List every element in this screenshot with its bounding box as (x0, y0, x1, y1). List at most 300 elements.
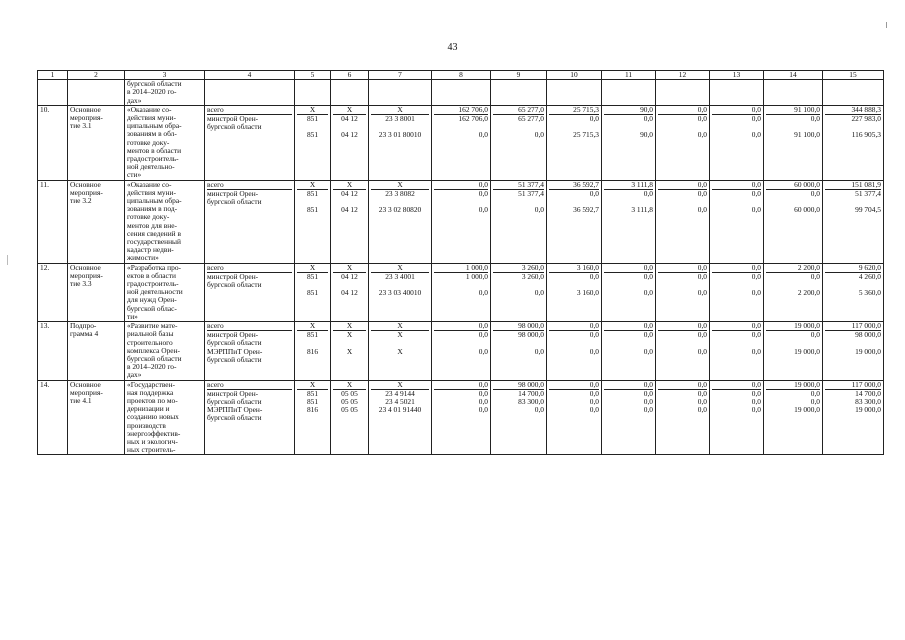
amount-cell-14 (764, 322, 823, 380)
value-text: 04 12 (341, 188, 358, 198)
amount-cell-15 (823, 322, 884, 380)
amount-cell-14 (764, 380, 823, 455)
value-text: 0,0 (534, 288, 544, 298)
table-row (38, 380, 884, 455)
target-article-cell (369, 380, 432, 455)
table-row (38, 80, 884, 106)
amount-cell-8 (432, 105, 491, 180)
value-text: 162 706,0 (458, 114, 488, 123)
value-text: 0,0 (549, 322, 599, 331)
value-text: 0,0 (534, 405, 544, 415)
scan-mark (886, 22, 887, 28)
value-text: 98 000,0 (518, 330, 544, 340)
value-text: 2 200,0 (797, 288, 820, 298)
value-text: 04 12 (341, 130, 358, 140)
value-text: 9 620,0 (825, 264, 881, 273)
value-text: 3 111,8 (604, 181, 653, 190)
row-number-cell (38, 80, 68, 106)
amount-cell-9 (491, 263, 547, 321)
amount-cell-11 (602, 80, 656, 106)
value-text: 0,0 (712, 181, 761, 190)
executor-text: минстрой Орен- бургской области (207, 188, 262, 207)
event-name-cell: «Государствен- ная поддержка проектов по мо- дернизации и созданию новых производств энергоэффектив- ных и экологич- ных строитель- (125, 380, 205, 455)
amount-cell-12 (656, 105, 710, 180)
amount-cell-11 (602, 263, 656, 321)
value-text: 19 000,0 (855, 405, 881, 415)
value-text: 23 3 8001 (385, 114, 415, 123)
value-text: X (333, 106, 366, 115)
value-text: X (371, 181, 429, 190)
value-text: 0,0 (589, 388, 599, 398)
amount-cell-13 (710, 80, 764, 106)
executor-cell (205, 180, 295, 263)
value-text: 23 3 02 80820 (378, 205, 422, 215)
amount-cell-10 (547, 105, 602, 180)
value-text: 0,0 (643, 396, 653, 406)
value-text: 0,0 (589, 271, 599, 281)
value-text: 851 (306, 388, 319, 398)
value-text: 98 000,0 (855, 330, 881, 340)
grbs-cell (295, 105, 331, 180)
grbs-cell (295, 263, 331, 321)
value-text: 0,0 (751, 130, 761, 140)
amount-cell-9 (491, 380, 547, 455)
value-text: 0,0 (589, 405, 599, 415)
executor-text: всего (207, 106, 292, 115)
amount-cell-8 (432, 322, 491, 380)
value-text: 0,0 (697, 396, 707, 406)
value-text: 0,0 (478, 405, 488, 415)
value-text: 60 000,0 (794, 205, 820, 215)
value-text: 1 000,0 (465, 271, 488, 281)
value-text: 2 200,0 (766, 264, 820, 273)
value-text: 0,0 (751, 205, 761, 215)
amount-cell-10 (547, 380, 602, 455)
value-text: 83 300,0 (855, 396, 881, 406)
grbs-cell (295, 180, 331, 263)
column-header: 3 (125, 71, 205, 80)
value-text: 0,0 (478, 130, 488, 140)
target-article-cell (369, 263, 432, 321)
grbs-cell (295, 322, 331, 380)
value-text: 51 377,4 (493, 181, 544, 190)
value-text: 0,0 (534, 130, 544, 140)
target-article-cell (369, 80, 432, 106)
value-text: 117 000,0 (825, 322, 881, 331)
column-header: 10 (547, 71, 602, 80)
value-text: 0,0 (712, 381, 761, 390)
executor-text: всего (207, 322, 292, 331)
executor-text: всего (207, 381, 292, 390)
value-text: 19 000,0 (794, 405, 820, 415)
value-text: X (333, 181, 366, 190)
value-text: 04 12 (341, 114, 358, 123)
value-text: 0,0 (712, 106, 761, 115)
value-text: 0,0 (810, 114, 820, 123)
value-text: X (371, 106, 429, 115)
value-text: 0,0 (643, 114, 653, 123)
value-text: 0,0 (604, 381, 653, 390)
value-text: X (371, 322, 429, 331)
amount-cell-14 (764, 180, 823, 263)
executor-text (207, 131, 292, 139)
value-text: 0,0 (697, 114, 707, 123)
value-text: 0,0 (643, 188, 653, 198)
executor-cell (205, 380, 295, 455)
value-text: X (333, 264, 366, 273)
value-text: 0,0 (534, 205, 544, 215)
amount-cell-8 (432, 80, 491, 106)
executor-cell (205, 105, 295, 180)
value-text: 4 260,0 (858, 271, 881, 281)
value-text: 60 000,0 (766, 181, 820, 190)
value-text: 0,0 (604, 322, 653, 331)
value-text: 0,0 (697, 288, 707, 298)
amount-cell-10 (547, 322, 602, 380)
value-text: 3 260,0 (521, 271, 544, 281)
value-text: X (297, 106, 328, 115)
executor-text: минстрой Орен- бургской области (207, 114, 262, 132)
value-text: 19 000,0 (855, 346, 881, 356)
value-text: 0,0 (478, 188, 488, 198)
value-text: 0,0 (751, 288, 761, 298)
table-row (38, 180, 884, 263)
value-text: 851 (306, 130, 319, 140)
event-type-cell (68, 80, 125, 106)
value-text: 151 081,9 (825, 181, 881, 190)
value-text: 0,0 (549, 381, 599, 390)
value-text: X (333, 322, 366, 331)
budget-table (37, 70, 884, 455)
value-text: 0,0 (643, 388, 653, 398)
amount-cell-9 (491, 80, 547, 106)
amount-cell-9 (491, 180, 547, 263)
section-cell (331, 180, 369, 263)
value-text: 05 05 (341, 388, 358, 398)
value-text: 0,0 (810, 188, 820, 198)
value-text: 0,0 (697, 188, 707, 198)
value-text: 51 377,4 (855, 188, 881, 198)
value-text: 0,0 (697, 271, 707, 281)
executor-cell (205, 80, 295, 106)
amount-cell-14 (764, 105, 823, 180)
header-row (38, 71, 884, 80)
value-text: 0,0 (434, 381, 488, 390)
amount-cell-11 (602, 180, 656, 263)
value-text: 0,0 (478, 330, 488, 340)
event-type-cell: Основное мероприя- тие 3.2 (68, 180, 125, 263)
executor-text: минстрой Орен- (207, 388, 259, 398)
value-text: 0,0 (697, 388, 707, 398)
column-header: 13 (710, 71, 764, 80)
amount-cell-11 (602, 322, 656, 380)
value-text: 98 000,0 (493, 381, 544, 390)
value-text: 0,0 (604, 264, 653, 273)
executor-text (207, 289, 292, 297)
value-text: X (397, 330, 403, 340)
value-text: 83 300,0 (518, 396, 544, 406)
value-text: 19 000,0 (794, 346, 820, 356)
value-text: 0,0 (810, 271, 820, 281)
value-text: 0,0 (589, 346, 599, 356)
column-header: 14 (764, 71, 823, 80)
value-text: 04 12 (341, 205, 358, 215)
value-text: 0,0 (478, 205, 488, 215)
value-text: 0,0 (534, 346, 544, 356)
value-text: 0,0 (478, 346, 488, 356)
event-type-cell: Основное мероприя- тие 3.1 (68, 105, 125, 180)
table-row (38, 105, 884, 180)
value-text: 0,0 (751, 330, 761, 340)
value-text: 0,0 (751, 271, 761, 281)
amount-cell-13 (710, 380, 764, 455)
column-header: 7 (369, 71, 432, 80)
value-text: X (297, 381, 328, 390)
amount-cell-12 (656, 180, 710, 263)
value-text: 0,0 (810, 330, 820, 340)
executor-text: МЭРППиТ Орен- бургской области (207, 346, 263, 364)
amount-cell-15 (823, 105, 884, 180)
section-cell (331, 380, 369, 455)
amount-cell-11 (602, 380, 656, 455)
section-cell (331, 80, 369, 106)
value-text: 0,0 (589, 330, 599, 340)
value-text: 98 000,0 (493, 322, 544, 331)
amount-cell-12 (656, 80, 710, 106)
amount-cell-9 (491, 105, 547, 180)
amount-cell-12 (656, 322, 710, 380)
value-text: 851 (306, 205, 319, 215)
amount-cell-13 (710, 180, 764, 263)
value-text: 0,0 (478, 288, 488, 298)
value-text: 851 (306, 330, 319, 340)
value-text: 51 377,4 (518, 188, 544, 198)
value-text: 36 592,7 (549, 181, 599, 190)
value-text: 0,0 (712, 322, 761, 331)
value-text: 1 000,0 (434, 264, 488, 273)
event-name-cell: «Оказание со- действия муни- ципальным обра- зованиям в под- готовке доку- ментов для вне- сения сведений в государственный кадастр недви- жимости» (125, 180, 205, 263)
value-text: 0,0 (751, 396, 761, 406)
value-text: 0,0 (697, 346, 707, 356)
value-text: 117 000,0 (825, 381, 881, 390)
value-text: 851 (306, 114, 319, 123)
target-article-cell (369, 322, 432, 380)
event-name-cell: «Оказание со- действия муни- ципальным обра- зованиям в обл- готовке доку- ментов в области градостроитель- ной деятельно- сти» (125, 105, 205, 180)
value-text: 14 700,0 (518, 388, 544, 398)
amount-cell-10 (547, 180, 602, 263)
value-text: 19 000,0 (766, 322, 820, 331)
value-text: 04 12 (341, 288, 358, 298)
value-text: 23 4 9144 (385, 388, 415, 398)
value-text: X (346, 346, 353, 356)
value-text: 65 277,0 (493, 106, 544, 115)
value-text: 851 (306, 288, 319, 298)
value-text: 3 260,0 (493, 264, 544, 273)
amount-cell-12 (656, 263, 710, 321)
grbs-cell (295, 380, 331, 455)
event-type-cell: Основное мероприя- тие 4.1 (68, 380, 125, 455)
executor-text: всего (207, 181, 292, 190)
amount-cell-8 (432, 263, 491, 321)
value-text: 0,0 (643, 330, 653, 340)
value-text: 99 704,5 (855, 205, 881, 215)
amount-cell-15 (823, 263, 884, 321)
value-text: 0,0 (589, 396, 599, 406)
event-name-cell: бургской области в 2014–2020 го- дах» (125, 80, 205, 106)
amount-cell-14 (764, 80, 823, 106)
row-number-cell: 11. (38, 180, 68, 263)
value-text: 0,0 (712, 264, 761, 273)
value-text: 23 3 4001 (385, 271, 415, 281)
amount-cell-12 (656, 380, 710, 455)
value-text: X (297, 264, 328, 273)
column-header: 2 (68, 71, 125, 80)
value-text: 116 905,3 (851, 130, 881, 140)
table-row (38, 263, 884, 321)
column-header: 5 (295, 71, 331, 80)
value-text: 23 4 5021 (385, 396, 415, 406)
value-text: 19 000,0 (766, 381, 820, 390)
value-text: 0,0 (810, 388, 820, 398)
value-text: X (346, 330, 353, 340)
column-header: 9 (491, 71, 547, 80)
executor-text: МЭРППиТ Орен- бургской области (207, 405, 263, 423)
value-text: 91 100,0 (794, 130, 820, 140)
section-cell (331, 105, 369, 180)
row-number-cell: 10. (38, 105, 68, 180)
column-header: 8 (432, 71, 491, 80)
value-text: 816 (306, 405, 319, 415)
value-text: 851 (306, 271, 319, 281)
row-number-cell: 12. (38, 263, 68, 321)
amount-cell-15 (823, 80, 884, 106)
value-text: 23 4 01 91440 (378, 405, 422, 415)
value-text: 25 715,3 (573, 130, 599, 140)
value-text: X (371, 381, 429, 390)
value-text: 0,0 (643, 288, 653, 298)
value-text: 23 3 03 40010 (378, 288, 422, 298)
value-text: 36 592,7 (573, 205, 599, 215)
value-text: 0,0 (751, 346, 761, 356)
value-text: 0,0 (658, 381, 707, 390)
value-text: X (297, 181, 328, 190)
executor-text (207, 206, 292, 214)
amount-cell-14 (764, 263, 823, 321)
event-type-cell: Основное мероприя- тие 3.3 (68, 263, 125, 321)
value-text: 05 05 (341, 405, 358, 415)
value-text: 851 (306, 188, 319, 198)
executor-text: минстрой Орен- бургской области (207, 330, 262, 348)
executor-text: всего (207, 264, 292, 273)
amount-cell-10 (547, 80, 602, 106)
value-text: 0,0 (643, 271, 653, 281)
value-text: 0,0 (658, 264, 707, 273)
amount-cell-13 (710, 105, 764, 180)
executor-cell (205, 263, 295, 321)
value-text: 0,0 (478, 388, 488, 398)
scan-mark (7, 255, 8, 265)
page-number: 43 (447, 42, 458, 53)
value-text: 23 3 8082 (385, 188, 415, 198)
value-text: 344 888,3 (825, 106, 881, 115)
value-text: X (333, 381, 366, 390)
column-header: 15 (823, 71, 884, 80)
column-header: 11 (602, 71, 656, 80)
value-text: 0,0 (658, 181, 707, 190)
amount-cell-11 (602, 105, 656, 180)
value-text: 65 277,0 (518, 114, 544, 123)
row-number-cell: 14. (38, 380, 68, 455)
value-text: 23 3 01 80010 (378, 130, 422, 140)
value-text: X (371, 264, 429, 273)
value-text: 25 715,3 (549, 106, 599, 115)
value-text: 0,0 (697, 330, 707, 340)
section-cell (331, 263, 369, 321)
value-text: 5 360,0 (858, 288, 881, 298)
value-text: 0,0 (810, 396, 820, 406)
value-text: 227 983,0 (851, 114, 881, 123)
value-text: 816 (306, 346, 319, 356)
value-text: 0,0 (589, 114, 599, 123)
value-text: 0,0 (589, 188, 599, 198)
amount-cell-8 (432, 380, 491, 455)
amount-cell-13 (710, 322, 764, 380)
value-text: 0,0 (658, 106, 707, 115)
event-name-cell: «Разработка про- ектов в области градостроитель- ной деятельности для нужд Орен- бургской облас- ти» (125, 263, 205, 321)
value-text: 0,0 (658, 322, 707, 331)
amount-cell-10 (547, 263, 602, 321)
amount-cell-15 (823, 180, 884, 263)
value-text: 0,0 (643, 405, 653, 415)
value-text: 90,0 (640, 130, 653, 140)
value-text: 162 706,0 (434, 106, 488, 115)
column-header: 12 (656, 71, 710, 80)
value-text: 0,0 (751, 114, 761, 123)
value-text: X (397, 346, 403, 356)
grbs-cell (295, 80, 331, 106)
amount-cell-13 (710, 263, 764, 321)
value-text: 91 100,0 (766, 106, 820, 115)
value-text: X (297, 322, 328, 331)
value-text: 0,0 (697, 130, 707, 140)
column-header: 6 (331, 71, 369, 80)
value-text: 851 (306, 396, 319, 406)
value-text: 3 160,0 (576, 288, 599, 298)
event-type-cell: Подпро- грамма 4 (68, 322, 125, 380)
amount-cell-9 (491, 322, 547, 380)
target-article-cell (369, 180, 432, 263)
column-header: 4 (205, 71, 295, 80)
row-number-cell: 13. (38, 322, 68, 380)
value-text: 0,0 (697, 405, 707, 415)
column-header: 1 (38, 71, 68, 80)
table-row (38, 322, 884, 380)
value-text: 3 111,8 (631, 205, 653, 215)
event-name-cell: «Развитие мате- риальной базы строительного комплекса Орен- бургской области в 2014–2020 го- дах» (125, 322, 205, 380)
amount-cell-8 (432, 180, 491, 263)
value-text: 0,0 (643, 346, 653, 356)
amount-cell-15 (823, 380, 884, 455)
target-article-cell (369, 105, 432, 180)
value-text: 04 12 (341, 271, 358, 281)
executor-text: бургской области (207, 396, 262, 406)
value-text: 3 160,0 (549, 264, 599, 273)
value-text: 0,0 (751, 188, 761, 198)
section-cell (331, 322, 369, 380)
value-text: 0,0 (751, 388, 761, 398)
value-text: 0,0 (434, 181, 488, 190)
value-text: 0,0 (751, 405, 761, 415)
